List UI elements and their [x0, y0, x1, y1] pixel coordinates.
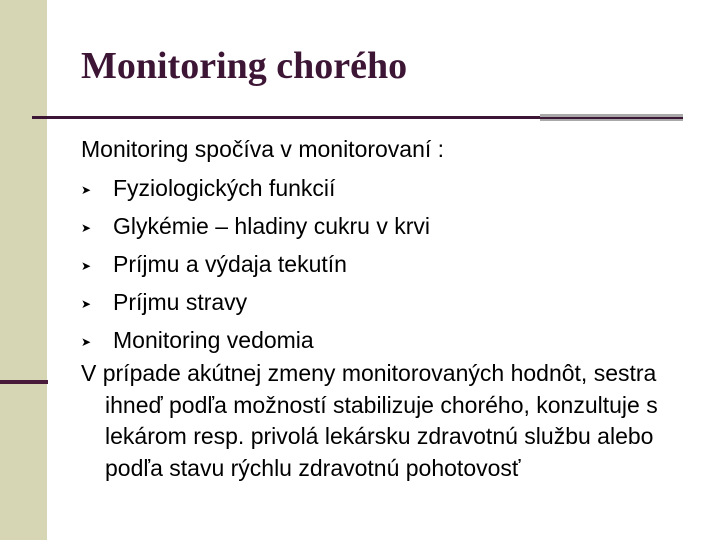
bullet-text: Glykémie – hladiny cukru v krvi [113, 213, 430, 239]
list-item [81, 207, 681, 245]
bullet-text: Monitoring vedomia [113, 327, 314, 353]
list-item [81, 245, 681, 283]
title-divider-grey-inner [540, 117, 683, 119]
list-item [81, 169, 681, 207]
arrowhead-bullet-icon: ➤ [81, 259, 92, 273]
bullet-text: Príjmu a výdaja tekutín [113, 251, 347, 277]
title-divider-dark [32, 116, 540, 119]
slide-content [81, 132, 681, 484]
slide-title: Monitoring chorého [81, 45, 408, 87]
bullet-list [81, 169, 681, 359]
arrowhead-bullet-icon: ➤ [81, 221, 92, 235]
left-band-accent-line [0, 380, 48, 384]
bullet-text: Fyziologických funkcií [113, 175, 336, 201]
arrowhead-bullet-icon: ➤ [81, 335, 92, 349]
bullet-text: Príjmu stravy [113, 289, 248, 315]
list-item [81, 283, 681, 321]
arrowhead-bullet-icon: ➤ [81, 297, 92, 311]
arrowhead-bullet-icon: ➤ [81, 183, 92, 197]
intro-text: Monitoring spočíva v monitorovaní : [81, 136, 445, 162]
closing-paragraph: V prípade akútnej zmeny monitorovaných hodnôt, sestra ihneď podľa možností stabilizuje chorého, konzultuje s lekárom resp. privolá lekársku zdravotnú službu alebo podľa stavu rýchlu zdravotnú pohotovosť [81, 360, 658, 481]
left-decorative-band [0, 0, 47, 540]
list-item [81, 321, 681, 359]
